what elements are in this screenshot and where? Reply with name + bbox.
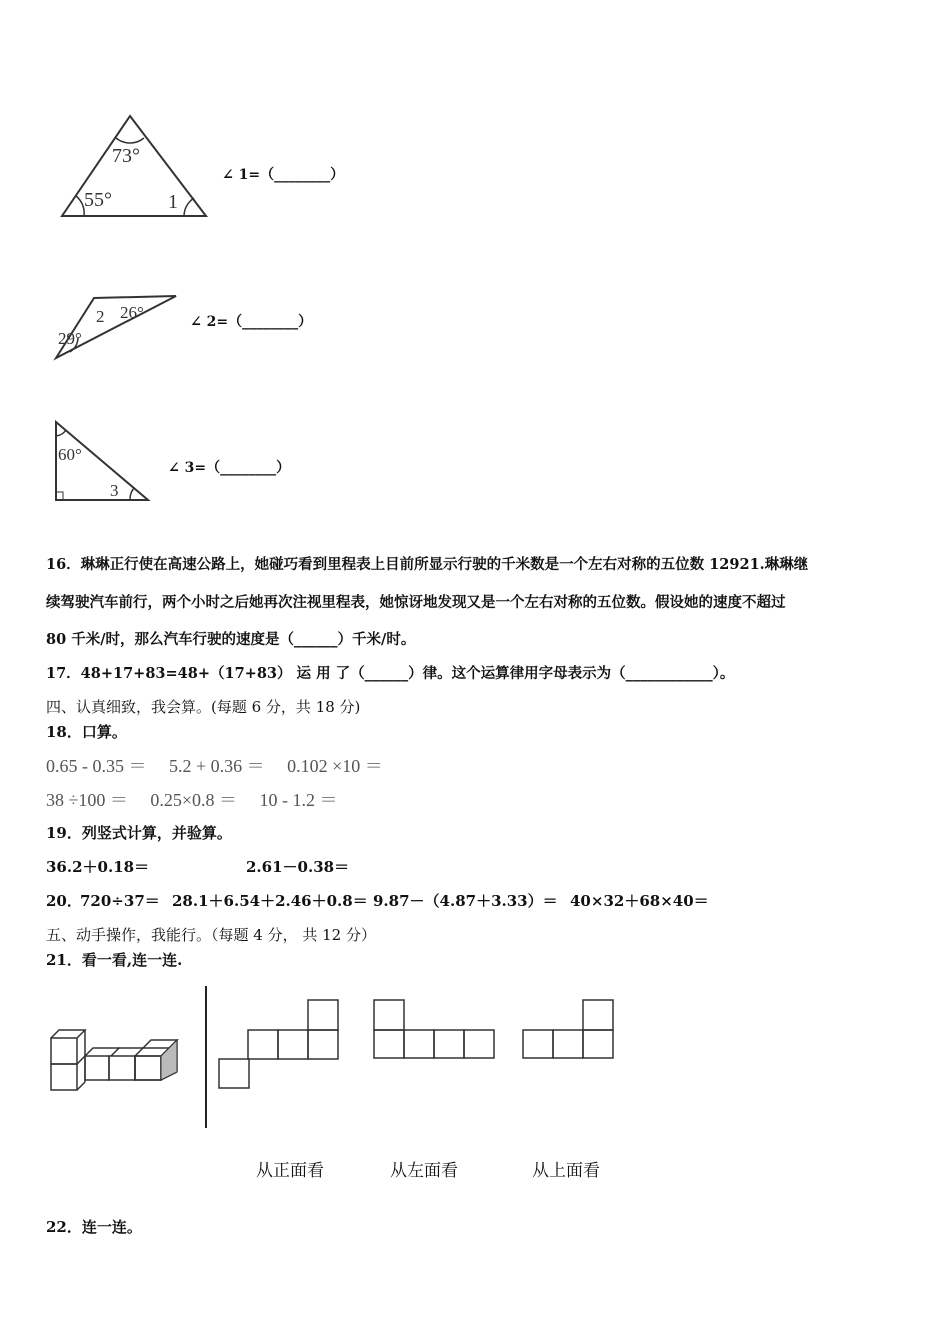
section-4-heading: 四、认真细致，我会算。(每题 6 分，共 18 分) [46, 698, 361, 716]
caption-top-view[interactable]: 从上面看 [532, 1161, 600, 1181]
triangle-figure-1 [46, 108, 226, 228]
q16-line-3: 80 千米/时，那么汽车行驶的速度是（______）千米/时。 [46, 631, 416, 648]
vertical-divider [205, 986, 207, 1128]
triangle-figure-3 [46, 414, 161, 509]
caption-left-view[interactable]: 从左面看 [390, 1161, 458, 1181]
triangle-1-top-angle: 73° [112, 145, 140, 167]
angle-3-question: ∠ 3=（________） [168, 460, 291, 476]
q19-title: 19．列竖式计算，并验算。 [46, 824, 232, 842]
caption-front-view[interactable]: 从正面看 [256, 1161, 324, 1181]
top-view-grid[interactable] [521, 998, 616, 1060]
q20-b: 28.1＋6.54＋2.46＋0.8＝ [172, 892, 368, 910]
q17: 17．48+17+83=48+（17+83） 运 用 了（______）律。这个运算律用字母表示为（____________）。 [46, 665, 735, 682]
triangle-1-left-angle: 55° [84, 189, 112, 211]
triangle-3-right-angle: 3 [110, 481, 119, 500]
angle-2-question: ∠ 2=（________） [190, 314, 313, 330]
left-view-grid[interactable] [372, 998, 497, 1060]
section-5-heading: 五、动手操作，我能行。（每题 4 分， 共 12 分） [46, 926, 376, 944]
q21-title: 21．看一看,连一连. [46, 951, 183, 969]
triangle-2-label-26: 26° [120, 303, 144, 322]
triangle-2-label-2: 2 [96, 307, 105, 326]
q18-title: 18．口算。 [46, 723, 127, 741]
q16-line-2: 续驾驶汽车前行，两个小时之后她再次注视里程表，她惊讶地发现又是一个左右对称的五位数。假设她的速度不超过 [46, 594, 786, 611]
triangle-3-top-angle: 60° [58, 445, 82, 464]
q19-a: 36.2＋0.18＝ [46, 858, 150, 876]
front-view-grid[interactable] [217, 998, 341, 1090]
triangle-1-right-angle: 1 [168, 191, 178, 213]
q20-d: 40×32＋68×40＝ [570, 892, 709, 910]
triangle-2-label-29: 29° [58, 329, 82, 348]
q18-row-2: 38 ÷100 ＝ 0.25×0.8 ＝ 10 - 1.2 ＝ [46, 790, 338, 810]
q18-row-1: 0.65 - 0.35 ＝ 5.2 + 0.36 ＝ 0.102 ×10 ＝ [46, 756, 383, 776]
angle-1-question: ∠ 1=（________） [222, 167, 345, 183]
q20-c: 9.87－（4.87＋3.33）＝ [373, 892, 558, 910]
q22-title: 22．连一连。 [46, 1218, 142, 1236]
cube-stack-figure [46, 1022, 186, 1094]
triangle-figure-2 [50, 290, 185, 365]
q16-line-1: 16．琳琳正行使在高速公路上，她碰巧看到里程表上目前所显示行驶的千米数是一个左右对称的五位数 12921.琳琳继 [46, 556, 809, 573]
q20-a: 720÷37＝ [80, 892, 160, 910]
q19-b: 2.61－0.38＝ [246, 858, 350, 876]
q20-number: 20． [46, 892, 82, 910]
